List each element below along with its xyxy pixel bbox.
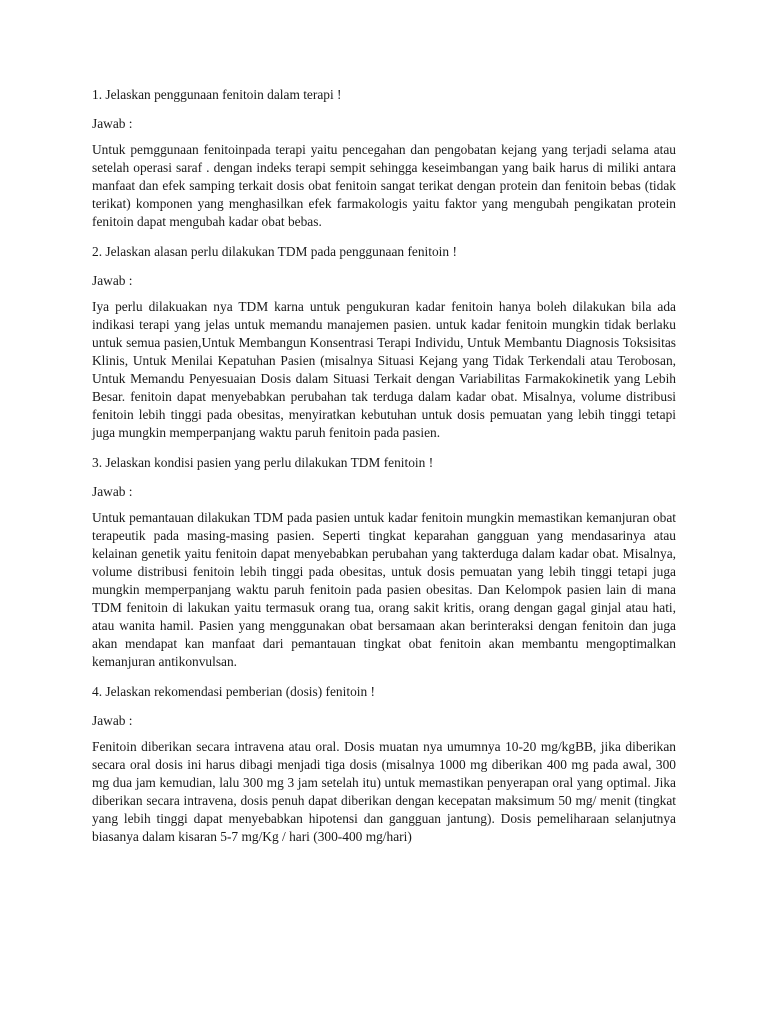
- qa-section-1: [92, 86, 676, 231]
- question-1: 1. Jelaskan penggunaan fenitoin dalam terapi !: [92, 87, 342, 102]
- qa-section-2: [92, 243, 676, 442]
- qa-section-4: [92, 683, 676, 846]
- answer-4: Fenitoin diberikan secara intravena atau oral. Dosis muatan nya umumnya 10-20 mg/kgBB, jika diberikan secara oral dosis ini harus dibagi menjadi tiga dosis (misalnya 1000 mg diberikan 400 mg pada awal, 300 mg dua jam kemudian, lalu 300 mg 3 jam setelah itu) untuk memastikan penyerapan oral yang optimal. Jika diberikan secara intravena, dosis penuh dapat diberikan dengan kecepatan maksimum 50 mg/ menit (tingkat yang lebih tinggi dapat menyebabkan hipotensi dan gangguan jantung). Dosis pemeliharaan selanjutnya biasanya dalam kisaran 5-7 mg/Kg / hari (300-400 mg/hari): [92, 739, 676, 844]
- document-page: [92, 86, 676, 858]
- answer-label-1: Jawab :: [92, 116, 133, 131]
- answer-label-4: Jawab :: [92, 713, 133, 728]
- answer-3: Untuk pemantauan dilakukan TDM pada pasien untuk kadar fenitoin mungkin memastikan kemanjuran obat terapeutik pada masing-masing pasien. Seperti tingkat keparahan gangguan yang mendasarinya atau kelainan genetik yaitu fenitoin dapat menyebabkan perubahan yang takterduga dalam kadar obat. Misalnya, volume distribusi fenitoin lebih tinggi pada obesitas, untuk dosis pemuatan yang lebih tinggi tetapi juga mungkin memperpanjang waktu paruh fenitoin pada pasien obesitas. Dan Kelompok pasien lain di mana TDM fenitoin di lakukan yaitu termasuk orang tua, orang sakit kritis, orang dengan gagal ginjal atau hati, atau wanita hamil. Pasien yang menggunakan obat bersamaan akan berinteraksi dengan fenitoin dan juga akan mendapat kan manfaat dari pemantauan tingkat obat fenitoin akan membantu mengoptimalkan kemanjuran antikonvulsan.: [92, 510, 676, 669]
- answer-2: Iya perlu dilakuakan nya TDM karna untuk pengukuran kadar fenitoin hanya boleh dilakukan bila ada indikasi terapi yang jelas untuk memandu manajemen pasien. untuk kadar fenitoin mungkin tidak berlaku untuk semua pasien,Untuk Membangun Konsentrasi Terapi Individu, Untuk Membantu Diagnosis Toksisitas Klinis, Untuk Menilai Kepatuhan Pasien (misalnya Situasi Kejang yang Tidak Terkendali atau Terobosan, Untuk Memandu Penyesuaian Dosis dalam Situasi Terkait dengan Variabilitas Farmakokinetik yang Lebih Besar. fenitoin dapat menyebabkan perubahan tak terduga dalam kadar obat. Misalnya, volume distribusi fenitoin lebih tinggi pada obesitas, menyiratkan kebutuhan untuk dosis pemuatan yang lebih tinggi tetapi juga mungkin memperpanjang waktu paruh fenitoin pada pasien.: [92, 299, 676, 440]
- question-3: 3. Jelaskan kondisi pasien yang perlu dilakukan TDM fenitoin !: [92, 455, 434, 470]
- answer-label-2: Jawab :: [92, 273, 133, 288]
- answer-1: Untuk pemggunaan fenitoinpada terapi yaitu pencegahan dan pengobatan kejang yang terjadi selama atau setelah operasi saraf . dengan indeks terapi sempit sehingga keseimbangan yang baik harus di miliki antara manfaat dan efek samping terkait dosis obat fenitoin sangat terikat dengan protein dan fenitoin bebas (tidak terikat) komponen yang menghasilkan efek farmakologis yaitu faktor yang mengubah pengikatan protein fenitoin dapat mengubah kadar obat bebas.: [92, 142, 676, 229]
- question-2: 2. Jelaskan alasan perlu dilakukan TDM pada penggunaan fenitoin !: [92, 244, 457, 259]
- answer-label-3: Jawab :: [92, 484, 133, 499]
- qa-section-3: [92, 454, 676, 671]
- question-4: 4. Jelaskan rekomendasi pemberian (dosis) fenitoin !: [92, 684, 375, 699]
